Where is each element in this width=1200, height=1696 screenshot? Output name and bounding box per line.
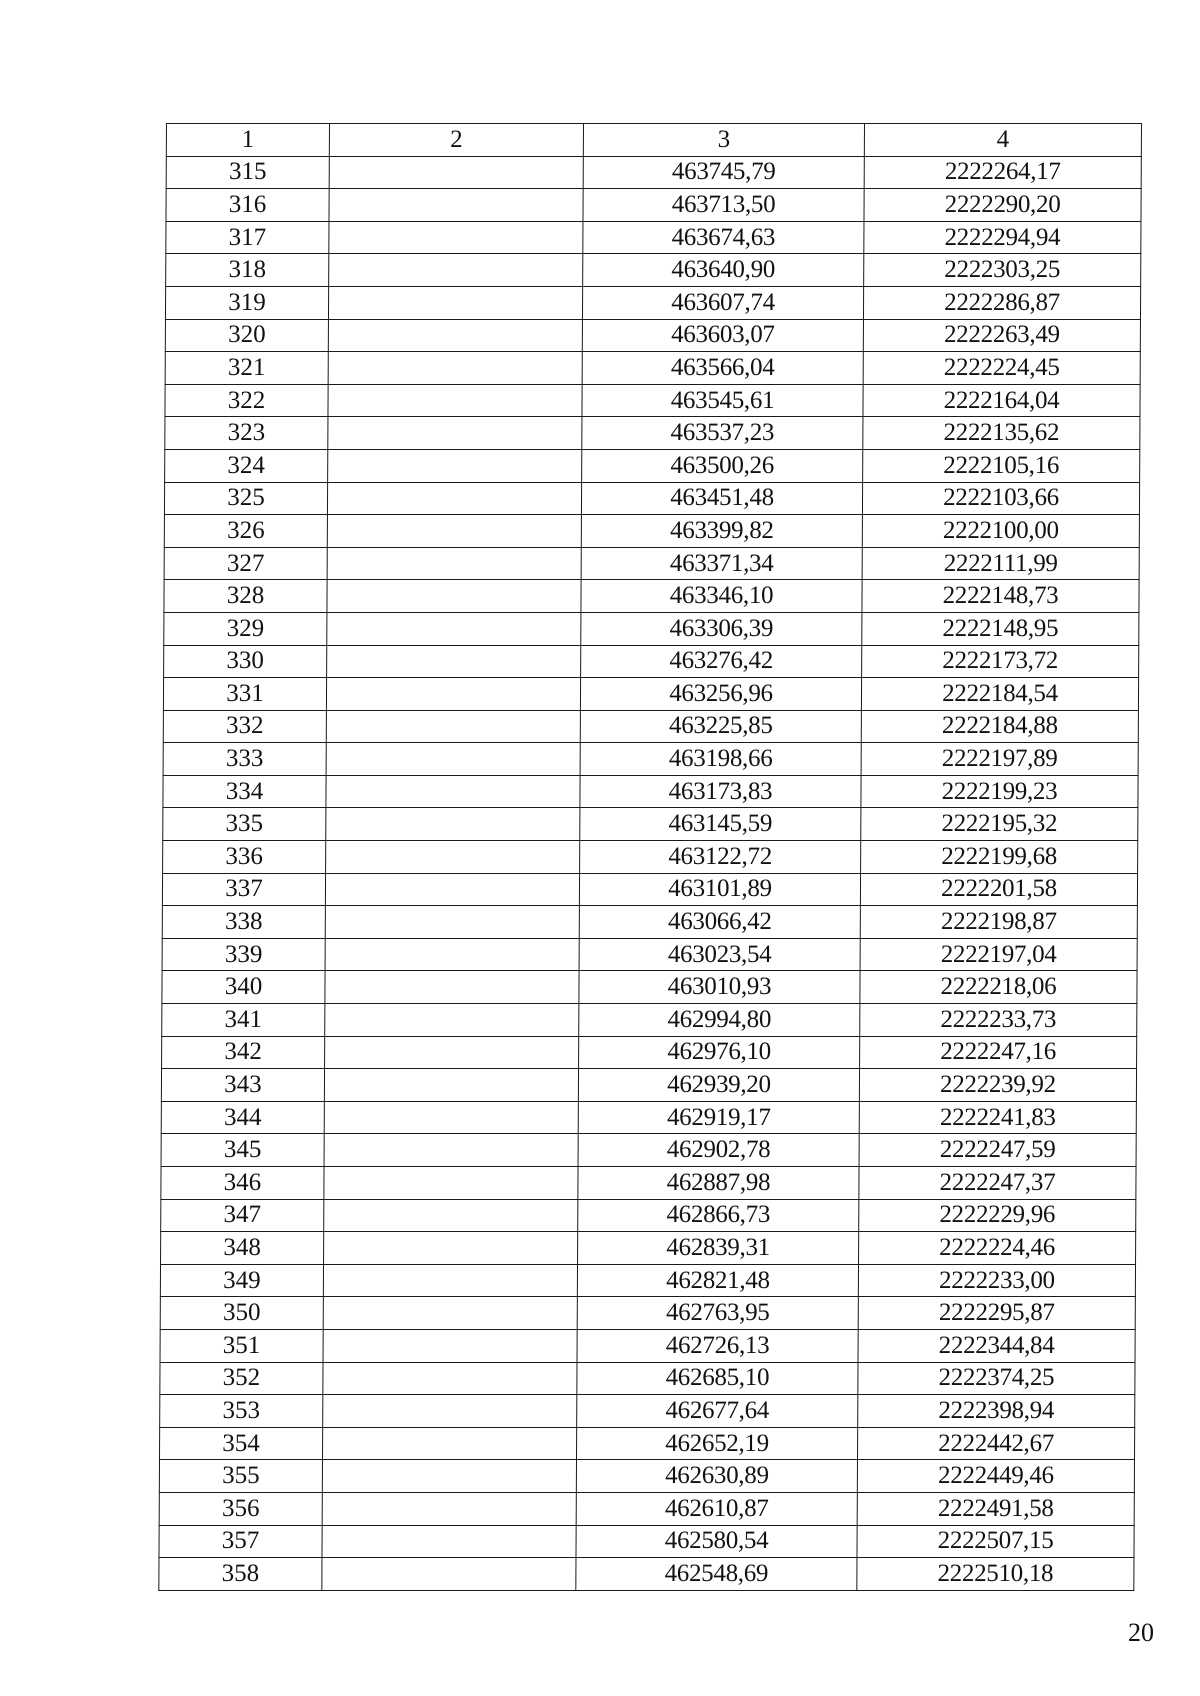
x-coordinate-cell: 462821,48 [577,1264,858,1297]
empty-cell [324,1232,578,1265]
empty-cell [323,1427,577,1460]
point-number-cell: 321 [165,352,328,385]
point-number-cell: 347 [161,1199,324,1232]
table-row [161,1134,1136,1167]
empty-cell [323,1297,577,1330]
x-coordinate-cell: 463713,50 [583,189,864,222]
x-coordinate-cell: 463023,54 [579,938,860,971]
point-number-cell: 354 [160,1427,323,1460]
point-number-cell: 352 [160,1362,323,1395]
y-coordinate-cell: 2222510,18 [857,1558,1134,1591]
empty-cell [328,319,582,352]
x-coordinate-cell: 462652,19 [577,1427,858,1460]
point-number-cell: 350 [160,1297,323,1330]
empty-cell [323,1395,577,1428]
point-number-cell: 328 [164,580,327,613]
point-number-cell: 345 [161,1134,324,1167]
point-number-cell: 319 [165,286,328,319]
point-number-cell: 344 [161,1101,324,1134]
x-coordinate-cell: 463640,90 [583,254,864,287]
table-row [165,417,1140,450]
table-body [159,156,1142,1590]
point-number-cell: 338 [162,906,325,939]
y-coordinate-cell: 2222374,25 [858,1362,1135,1395]
y-coordinate-cell: 2222344,84 [858,1329,1135,1362]
x-coordinate-cell: 462726,13 [577,1329,858,1362]
y-coordinate-cell: 2222286,87 [863,286,1140,319]
y-coordinate-cell: 2222184,54 [861,678,1138,711]
empty-cell [326,678,580,711]
y-coordinate-cell: 2222105,16 [863,449,1140,482]
y-coordinate-cell: 2222247,37 [859,1167,1136,1200]
x-coordinate-cell: 462610,87 [576,1492,857,1525]
empty-cell [326,743,580,776]
empty-cell [323,1362,577,1395]
x-coordinate-cell: 462866,73 [578,1199,859,1232]
y-coordinate-cell: 2222201,58 [860,873,1137,906]
table-row [161,1199,1136,1232]
table-row [166,254,1141,287]
x-coordinate-cell: 462630,89 [576,1460,857,1493]
empty-cell [327,482,581,515]
table-row [161,1167,1136,1200]
x-coordinate-cell: 463537,23 [582,417,863,450]
table-row [163,808,1138,841]
empty-cell [325,1036,579,1069]
table-row [160,1362,1135,1395]
point-number-cell: 336 [163,841,326,874]
point-number-cell: 331 [163,678,326,711]
empty-cell [322,1460,576,1493]
x-coordinate-cell: 463101,89 [579,873,860,906]
x-coordinate-cell: 462902,78 [578,1134,859,1167]
point-number-cell: 315 [166,156,329,189]
table-row [162,971,1137,1004]
y-coordinate-cell: 2222247,59 [859,1134,1136,1167]
y-coordinate-cell: 2222197,04 [860,938,1137,971]
table-row [166,189,1141,222]
table-row [162,938,1137,971]
x-coordinate-cell: 463066,42 [579,906,860,939]
x-coordinate-cell: 462763,95 [577,1297,858,1330]
y-coordinate-cell: 2222184,88 [861,710,1138,743]
point-number-cell: 332 [163,710,326,743]
point-number-cell: 356 [159,1492,322,1525]
table-row [162,1036,1137,1069]
y-coordinate-cell: 2222173,72 [862,645,1139,678]
table-row [166,221,1141,254]
y-coordinate-cell: 2222164,04 [863,384,1140,417]
x-coordinate-cell: 463276,42 [581,645,862,678]
y-coordinate-cell: 2222229,96 [859,1199,1136,1232]
x-coordinate-cell: 462976,10 [579,1036,860,1069]
empty-cell [324,1199,578,1232]
x-coordinate-cell: 463607,74 [582,286,863,319]
y-coordinate-cell: 2222233,00 [858,1264,1135,1297]
point-number-cell: 340 [162,971,325,1004]
x-coordinate-cell: 462919,17 [578,1101,859,1134]
y-coordinate-cell: 2222100,00 [862,515,1139,548]
table-row [162,1004,1137,1037]
empty-cell [329,189,583,222]
point-number-cell: 343 [161,1069,324,1102]
table-row [161,1069,1136,1102]
point-number-cell: 341 [162,1004,325,1037]
point-number-cell: 358 [159,1558,322,1591]
table-row [161,1101,1136,1134]
column-header-2: 2 [329,124,583,157]
table-row [165,449,1140,482]
table-row [162,873,1137,906]
table-row [159,1492,1134,1525]
y-coordinate-cell: 2222224,45 [863,352,1140,385]
table-row [165,352,1140,385]
column-header-4: 4 [864,124,1141,157]
empty-cell [325,938,579,971]
y-coordinate-cell: 2222233,73 [860,1004,1137,1037]
empty-cell [328,384,582,417]
y-coordinate-cell: 2222294,94 [864,221,1141,254]
y-coordinate-cell: 2222111,99 [862,547,1139,580]
y-coordinate-cell: 2222195,32 [861,808,1138,841]
x-coordinate-cell: 463371,34 [581,547,862,580]
empty-cell [328,417,582,450]
point-number-cell: 334 [163,775,326,808]
x-coordinate-cell: 462548,69 [576,1558,857,1591]
y-coordinate-cell: 2222303,25 [864,254,1141,287]
y-coordinate-cell: 2222295,87 [858,1297,1135,1330]
table-row [164,482,1139,515]
x-coordinate-cell: 462685,10 [577,1362,858,1395]
table-row [165,319,1140,352]
point-number-cell: 324 [165,449,328,482]
table-header-row [166,124,1141,157]
point-number-cell: 326 [164,515,327,548]
empty-cell [327,515,581,548]
empty-cell [329,156,583,189]
point-number-cell: 357 [159,1525,322,1558]
table-row [159,1558,1134,1591]
x-coordinate-cell: 463500,26 [582,449,863,482]
empty-cell [322,1525,576,1558]
table-row [166,156,1141,189]
table-row [160,1395,1135,1428]
y-coordinate-cell: 2222290,20 [864,189,1141,222]
x-coordinate-cell: 462580,54 [576,1525,857,1558]
x-coordinate-cell: 463198,66 [580,743,861,776]
y-coordinate-cell: 2222398,94 [858,1395,1135,1428]
x-coordinate-cell: 463566,04 [582,352,863,385]
x-coordinate-cell: 463346,10 [581,580,862,613]
y-coordinate-cell: 2222491,58 [857,1492,1134,1525]
y-coordinate-cell: 2222241,83 [859,1101,1136,1134]
x-coordinate-cell: 463173,83 [580,775,861,808]
y-coordinate-cell: 2222197,89 [861,743,1138,776]
table-row [160,1264,1135,1297]
table-row [159,1525,1134,1558]
table-row [160,1329,1135,1362]
empty-cell [324,1167,578,1200]
table-row [164,645,1139,678]
empty-cell [328,352,582,385]
column-header-3: 3 [583,124,864,157]
x-coordinate-cell: 463745,79 [583,156,864,189]
empty-cell [323,1329,577,1362]
y-coordinate-cell: 2222199,68 [861,841,1138,874]
table-row [164,515,1139,548]
y-coordinate-cell: 2222148,95 [862,612,1139,645]
empty-cell [329,254,583,287]
y-coordinate-cell: 2222264,17 [864,156,1141,189]
x-coordinate-cell: 463225,85 [580,710,861,743]
point-number-cell: 329 [164,612,327,645]
point-number-cell: 320 [165,319,328,352]
x-coordinate-cell: 462839,31 [578,1232,859,1265]
point-number-cell: 339 [162,938,325,971]
point-number-cell: 351 [160,1329,323,1362]
point-number-cell: 317 [166,221,329,254]
empty-cell [327,645,581,678]
empty-cell [325,873,579,906]
point-number-cell: 325 [164,482,327,515]
empty-cell [325,971,579,1004]
y-coordinate-cell: 2222224,46 [859,1232,1136,1265]
point-number-cell: 337 [162,873,325,906]
point-number-cell: 316 [166,189,329,222]
table-row [164,547,1139,580]
y-coordinate-cell: 2222263,49 [863,319,1140,352]
point-number-cell: 323 [165,417,328,450]
table-row [163,743,1138,776]
x-coordinate-cell: 462887,98 [578,1167,859,1200]
point-number-cell: 353 [160,1395,323,1428]
table-row [161,1232,1136,1265]
point-number-cell: 330 [164,645,327,678]
empty-cell [329,221,583,254]
y-coordinate-cell: 2222239,92 [859,1069,1136,1102]
empty-cell [326,775,580,808]
coordinates-table [158,123,1142,1591]
table-row [162,906,1137,939]
table-row [165,384,1140,417]
empty-cell [326,841,580,874]
y-coordinate-cell: 2222198,87 [860,906,1137,939]
x-coordinate-cell: 463674,63 [583,221,864,254]
table-row [164,612,1139,645]
empty-cell [324,1069,578,1102]
table-row [163,775,1138,808]
point-number-cell: 346 [161,1167,324,1200]
column-header-1: 1 [166,124,329,157]
empty-cell [326,808,580,841]
y-coordinate-cell: 2222199,23 [861,775,1138,808]
point-number-cell: 355 [159,1460,322,1493]
x-coordinate-cell: 462677,64 [577,1395,858,1428]
x-coordinate-cell: 462939,20 [578,1069,859,1102]
empty-cell [322,1558,576,1591]
empty-cell [325,1004,579,1037]
x-coordinate-cell: 462994,80 [579,1004,860,1037]
empty-cell [326,710,580,743]
point-number-cell: 333 [163,743,326,776]
table-row [163,710,1138,743]
x-coordinate-cell: 463603,07 [582,319,863,352]
x-coordinate-cell: 463306,39 [581,612,862,645]
y-coordinate-cell: 2222507,15 [857,1525,1134,1558]
point-number-cell: 327 [164,547,327,580]
table-row [160,1297,1135,1330]
x-coordinate-cell: 463451,48 [581,482,862,515]
point-number-cell: 335 [163,808,326,841]
empty-cell [322,1492,576,1525]
x-coordinate-cell: 463010,93 [579,971,860,1004]
point-number-cell: 342 [162,1036,325,1069]
table-row [165,286,1140,319]
empty-cell [327,612,581,645]
x-coordinate-cell: 463399,82 [581,515,862,548]
empty-cell [323,1264,577,1297]
y-coordinate-cell: 2222247,16 [860,1036,1137,1069]
table-row [163,841,1138,874]
empty-cell [325,906,579,939]
empty-cell [324,1101,578,1134]
y-coordinate-cell: 2222103,66 [862,482,1139,515]
y-coordinate-cell: 2222442,67 [858,1427,1135,1460]
y-coordinate-cell: 2222135,62 [863,417,1140,450]
point-number-cell: 322 [165,384,328,417]
y-coordinate-cell: 2222218,06 [860,971,1137,1004]
table-row [159,1460,1134,1493]
empty-cell [327,580,581,613]
point-number-cell: 348 [161,1232,324,1265]
empty-cell [324,1134,578,1167]
y-coordinate-cell: 2222148,73 [862,580,1139,613]
x-coordinate-cell: 463256,96 [580,678,861,711]
empty-cell [328,449,582,482]
y-coordinate-cell: 2222449,46 [857,1460,1134,1493]
table-row [163,678,1138,711]
x-coordinate-cell: 463545,61 [582,384,863,417]
table-row [164,580,1139,613]
x-coordinate-cell: 463122,72 [580,841,861,874]
x-coordinate-cell: 463145,59 [580,808,861,841]
table-row [160,1427,1135,1460]
point-number-cell: 349 [160,1264,323,1297]
empty-cell [328,286,582,319]
point-number-cell: 318 [166,254,329,287]
page-number: 20 [1128,1618,1154,1647]
empty-cell [327,547,581,580]
